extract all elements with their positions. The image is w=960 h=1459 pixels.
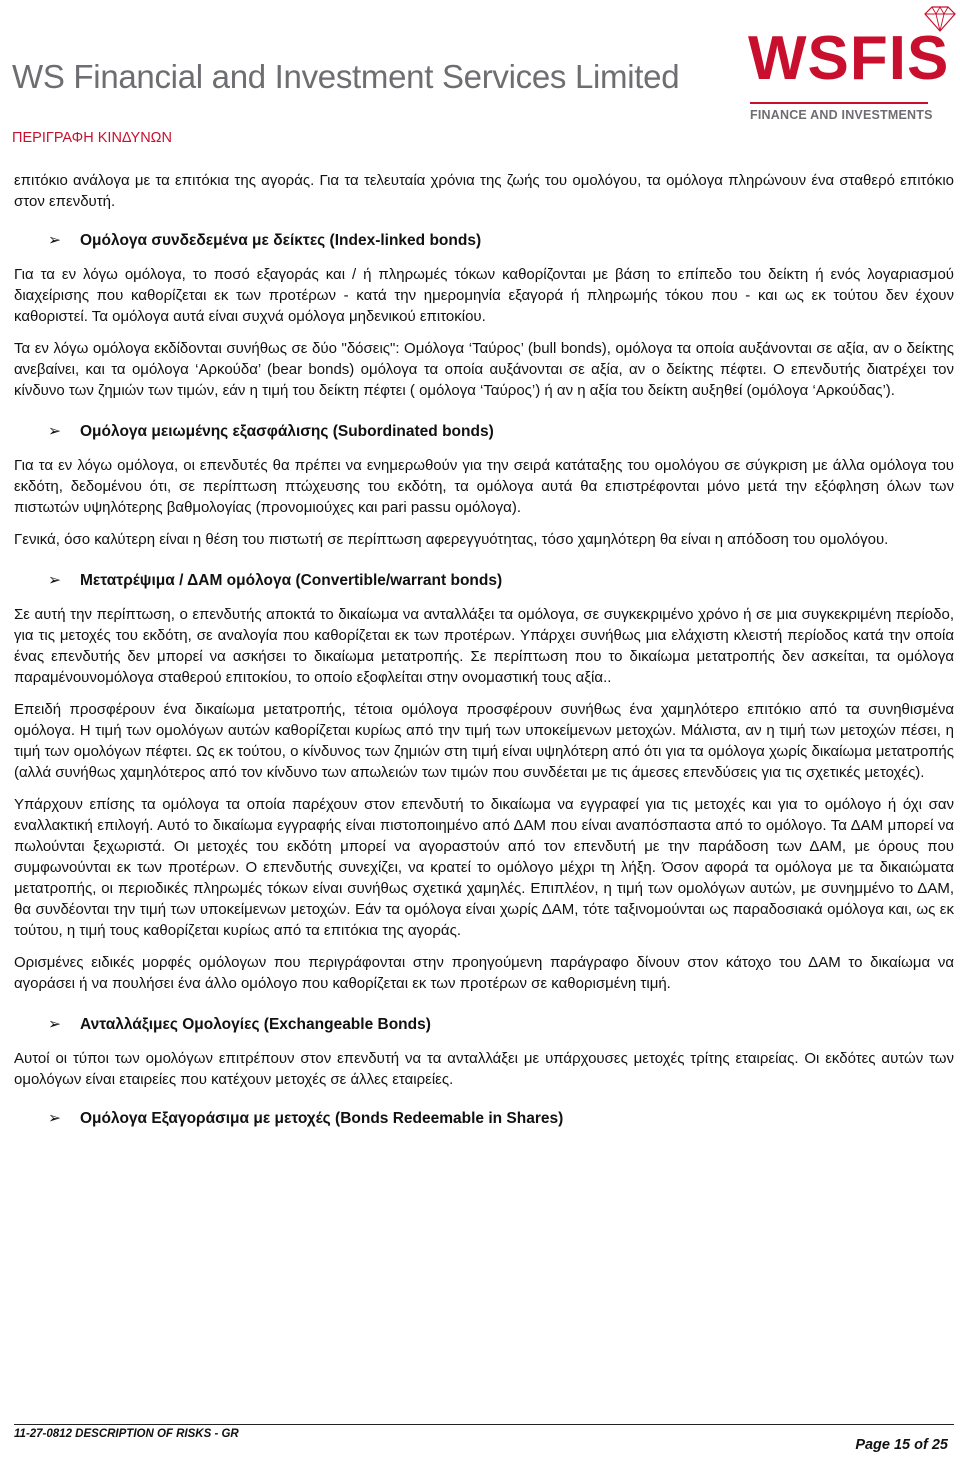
paragraph: Για τα εν λόγω ομόλογα, οι επενδυτές θα πρέπει να ενημερωθούν για την σειρά κατάταξης του ομολόγου σε σύγκριση με άλλα ομόλογα του εκδότη, δεδομένου ότι, σε περίπτωση πτώχευσης του εκδότη, τα ομόλογα αυτά θα επιστρέφονται μόνο μετά την εξόφληση όλων των πιστωτών υψηλότερης βαθμολογίας (προνομιούχες και pari passu ομόλογα). (14, 457, 954, 516)
arrow-bullet-icon: ➢ (48, 423, 61, 440)
document-reference: 11-27-0812 DESCRIPTION OF RISKS - GR (14, 1428, 239, 1440)
page-footer (14, 1424, 954, 1455)
intro-paragraph: επιτόκιο ανάλογα με τα επιτόκια της αγοράς. Για τα τελευταία χρόνια της ζωής του ομολόγου, τα ομόλογα πληρώνουν ένα σταθερό επιτόκιο στον επενδυτή. (14, 172, 954, 210)
wsfis-logo (748, 6, 958, 124)
diamond-icon (923, 6, 957, 32)
arrow-bullet-icon: ➢ (48, 232, 61, 249)
paragraph: Υπάρχουν επίσης τα ομόλογα τα οποία παρέχουν στον επενδυτή το δικαίωμα να εγγραφεί για τις μετοχές και για το ομόλογο ή όχι σαν εναλλακτική επιλογή. Αυτό το δικαίωμα εγγραφής είναι πιστοποιημένο από ΔΑΜ που είναι αναπόσπαστα από το ομόλογο. Τα ΔΑΜ μπορεί να πωλούνται ξεχωριστά. Οι μετοχές του εκδότη μπορεί να αγοραστούν από τον επενδυτή με την παράδοση των ΔΑΜ, με όρους που συμφωνούνται εκ των προτέρων. Ο επενδυτής συνεχίζει, να κρατεί το ομόλογο μέχρι τη λήξη. Όσον αφορά τα ομόλογα με τα δικαιώματα μετατροπής, οι περιοδικές πληρωμές τόκων είναι συνήθως σχετικά χαμηλές. Επιπλέον, η τιμή των ομολόγων αυτών, με συνημμένο το ΔΑΜ, θα συνδέονται την τιμή των υποκείμενων μετοχών. Εάν τα ομόλογα είναι χωρίς ΔΑΜ, τότε ταξινομούνται ως παραδοσιακά ομόλογα και, ως εκ τούτου, η τιμή τους καθορίζεται κυρίως από τα επιτόκια της αγοράς. (14, 796, 954, 939)
heading-convertible: ➢ Μετατρέψιμα / ΔΑΜ ομόλογα (Convertible/warrant bonds) (48, 572, 503, 589)
page-number: Page 15 of 25 (855, 1437, 948, 1453)
paragraph: Για τα εν λόγω ομόλογα, το ποσό εξαγοράς και / ή πληρωμές τόκων καθορίζονται με βάση το επίπεδο του δείκτη ή ενός λογαριασμού διαχείρισης που καθορίζεται εκ των προτέρων - κατά την ημερομηνία εξαγορά ή πληρωμής τόκου που - και ως εκ τούτου δεν έχουν καθοριστεί. Τα ομόλογα αυτά είναι συχνά ομόλογα μηδενικού επιτοκίου. (14, 266, 954, 325)
paragraph: Αυτοί οι τύποι των ομολόγων επιτρέπουν στον επενδυτή να τα ανταλλάξει με υπάρχουσες μετοχές τρίτης εταιρείας. Οι εκδότες αυτών των ομολόγων είναι εταιρείες που κατέχουν μετοχές σε άλλες εταιρείες. (14, 1050, 954, 1088)
paragraph: Σε αυτή την περίπτωση, ο επενδυτής αποκτά το δικαίωμα να ανταλλάξει τα ομόλογα, σε συγκεκριμένο χρόνο ή σε μια συγκεκριμένη περίοδο, για τις μετοχές του εκδότη, σε αναλογία που καθορίζεται εκ των προτέρων. Υπάρχει συνήθως μια ελάχιστη κλειστή περίοδος κατά την οποία ένας επενδυτής δεν μπορεί να ασκήσει το δικαίωμα μετατροπής. Σε περίπτωση που το δικαίωμα μετατροπής δεν ασκείται, τα ομόλογα παραμένουνομόλογα σταθερού επιτοκίου, το οποίο εξοφλείται στην ονομαστική τους αξία.. (14, 606, 954, 686)
paragraph: Τα εν λόγω ομόλογα εκδίδονται συνήθως σε δύο "δόσεις": Ομόλογα ‘Ταύρος’ (bull bonds), ομόλογα τα οποία αυξάνονται σε αξία, αν ο δείκτης ανεβαίνει, και τα ομόλογα ‘Αρκούδα’ (bear bonds) ομόλογα τα οποία αυξάνονται σε αξία, αν ο δείκτης πέφτει. Ο επενδυτής διατρέχει τον κίνδυνο των ζημιών των τιμών, εάν η τιμή του δείκτη πέφτει ( ομόλογα ‘Ταύρος’) ή αν η αξία του δείκτη αυξηθεί (ομόλογα ‘Αρκούδας’). (14, 340, 954, 399)
paragraph: Ορισμένες ειδικές μορφές ομόλογων που περιγράφονται στην προηγούμενη παράγραφο δίνουν στον κάτοχο του ΔΑΜ το δικαίωμα να αγοράσει ή να πουλήσει ένα άλλο ομόλογο που καθορίζεται εκ των προτέρων σε καθορισμένη τιμή. (14, 954, 954, 992)
page-header (0, 0, 960, 160)
heading-redeemable: ➢ Ομόλογα Εξαγοράσιμα με μετοχές (Bonds Redeemable in Shares) (48, 1110, 564, 1127)
logo-divider (750, 102, 928, 104)
company-name: WS Financial and Investment Services Limited (12, 58, 680, 95)
arrow-bullet-icon: ➢ (48, 1110, 61, 1127)
heading-index-linked: ➢ Ομόλογα συνδεδεμένα με δείκτες (Index-linked bonds) (48, 232, 482, 249)
heading-exchangeable: ➢ Ανταλλάξιμες Ομολογίες (Exchangeable Bonds) (48, 1016, 431, 1033)
arrow-bullet-icon: ➢ (48, 1016, 61, 1033)
arrow-bullet-icon: ➢ (48, 572, 61, 589)
section-title: ΠΕΡΙΓΡΑΦΗ ΚΙΝΔΥΝΩΝ (12, 130, 172, 146)
document-body (14, 170, 954, 1142)
logo-subtitle: FINANCE AND INVESTMENTS (750, 108, 933, 122)
heading-subordinated: ➢ Ομόλογα μειωμένης εξασφάλισης (Subordinated bonds) (48, 423, 494, 440)
logo-wordmark: WSFIS (748, 24, 950, 93)
paragraph: Επειδή προσφέρουν ένα δικαίωμα μετατροπής, τέτοια ομόλογα προσφέρουν συνήθως ένα χαμηλότερο επιτόκιο από τα συνηθισμένα ομόλογα. Η τιμή των ομολόγων αυτών καθορίζεται κυρίως από την τιμή των υποκείμενων μετοχών. Μάλιστα, αν η τιμή των μετοχών πέσει, η τιμή των ομολόγων πέφτει. Ως εκ τούτου, ο κίνδυνος των ζημιών στη τιμή είναι υψηλότερη από ότι για τα ομόλογα χωρίς δικαίωμα μετατροπής (αλλά συνήθως χαμηλότερος από τον κίνδυνο των απωλειών των τιμών που συνδέεται με τις άμεσες επενδύσεις για τις σχετικές μετοχές). (14, 701, 954, 781)
paragraph: Γενικά, όσο καλύτερη είναι η θέση του πιστωτή σε περίπτωση αφερεγγυότητας, τόσο χαμηλότερη θα είναι η απόδοση του ομολόγου. (14, 531, 889, 548)
